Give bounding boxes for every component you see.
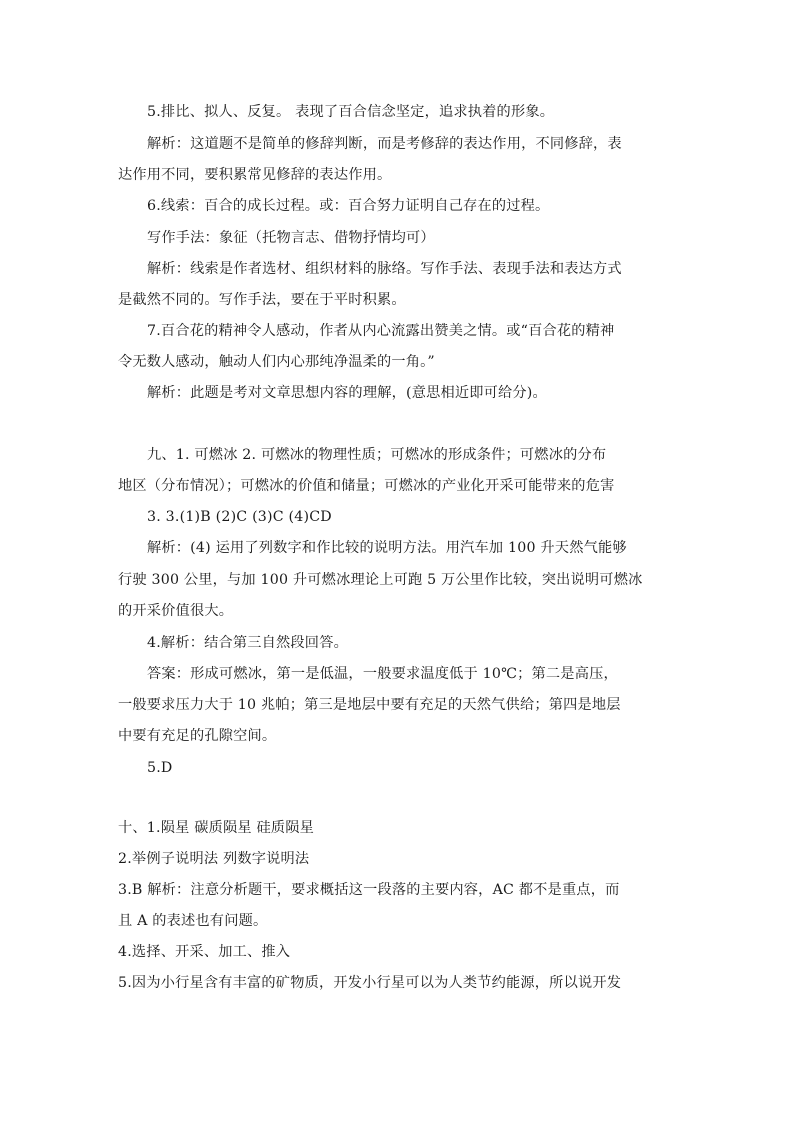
answer-line: 答案：形成可燃冰，第一是低温，一般要求温度低于 10℃；第二是高压， [147,666,618,682]
answer-line: 6.线索：百合的成长过程。或：百合努力证明自己存在的过程。 [147,198,550,214]
answer-line: 5.D [147,760,173,776]
section-ten-line: 十、1.陨星 碳质陨星 硅质陨星 [118,820,315,836]
analysis-line: 行驶 300 公里，与加 100 升可燃冰理论上可跑 5 万公里作比较，突出说明可燃冰 [118,572,643,588]
answer-line: 7.百合花的精神令人感动，作者从内心流露出赞美之情。或“百合花的精神 [147,323,615,339]
answer-line: 令无数人感动，触动人们内心那纯净温柔的一角。” [118,354,435,370]
analysis-line: 解析：(4) 运用了列数字和作比较的说明方法。用汽车加 100 升天然气能够 [147,540,627,556]
answer-line: 3.B 解析：注意分析题干，要求概括这一段落的主要内容，AC 都不是重点，而 [118,882,620,898]
analysis-line: 解析：这道题不是简单的修辞判断，而是考修辞的表达作用，不同修辞，表 [147,136,622,152]
answer-line: 5.因为小行星含有丰富的矿物质，开发小行星可以为人类节约能源，所以说开发 [118,975,622,991]
answer-line: 一般要求压力大于 10 兆帕；第三是地层中要有充足的天然气供给；第四是地层 [118,697,621,713]
answer-line: 2.举例子说明法 列数字说明法 [118,851,310,867]
answer-line: 3. 3.(1)B (2)C (3)C (4)CD [147,509,332,525]
answer-line: 且 A 的表述也有问题。 [118,913,268,929]
analysis-line: 4.解析：结合第三自然段回答。 [147,635,348,651]
analysis-line: 达作用不同，要积累常见修辞的表达作用。 [118,167,392,183]
section-nine-line: 地区（分布情况）；可燃冰的价值和储量；可燃冰的产业化开采可能带来的危害 [118,478,615,494]
analysis-line: 解析：此题是考对文章思想内容的理解，(意思相近即可给分)。 [147,385,547,401]
analysis-line: 是截然不同的。写作手法，要在于平时积累。 [118,292,406,308]
answer-line: 5.排比、拟人、反复。 表现了百合信念坚定，追求执着的形象。 [147,104,555,120]
answer-line: 写作手法：象征（托物言志、借物抒情均可） [147,230,435,246]
answer-line: 中要有充足的孔隙空间。 [118,728,277,744]
analysis-line: 解析：线索是作者选材、组织材料的脉络。写作手法、表现手法和表达方式 [147,261,622,277]
answer-line: 4.选择、开采、加工、推入 [118,944,291,960]
section-nine-line: 九、1. 可燃冰 2. 可燃冰的物理性质；可燃冰的形成条件；可燃冰的分布 [147,447,607,463]
analysis-line: 的开采价值很大。 [118,603,234,619]
